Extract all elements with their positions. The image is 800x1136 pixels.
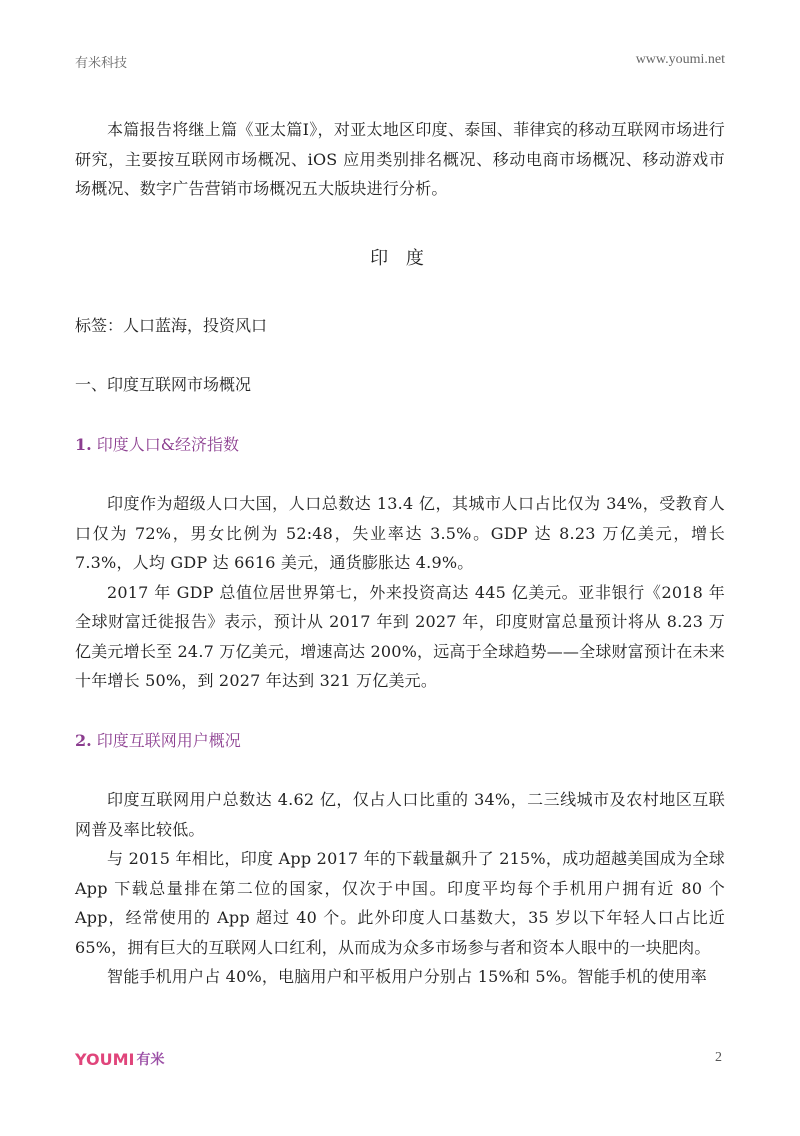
page-title: 印 度: [370, 247, 430, 269]
logo-text-cn: 有米: [136, 1052, 165, 1068]
header-company: 有米科技: [75, 56, 128, 71]
intro-paragraph: 本篇报告将继上篇《亚太篇Ⅰ》，对亚太地区印度、泰国、菲律宾的移动互联网市场进行研究，主要按互联网市场概况、iOS 应用类别排名概况、移动电商市场概况、移动游戏市场概况、数字广告营销市场概况五大版块进行分析。: [75, 120, 725, 198]
youmi-logo: [75, 1049, 165, 1069]
document-body: [75, 115, 725, 992]
section-heading-1: 一、印度互联网市场概况: [75, 375, 252, 394]
logo-text-yo: YO: [75, 1049, 100, 1069]
subheading-1-number: 1.: [75, 434, 92, 454]
subheading-2-text: 印度互联网用户概况: [96, 730, 241, 750]
subheading-2: [75, 726, 725, 756]
logo-text-u: U: [99, 1049, 113, 1069]
tags-line: 标签：人口蓝海，投资风口: [75, 315, 268, 335]
header-website[interactable]: www.youmi.net: [635, 52, 725, 67]
subheading-1-text: 印度人口&经济指数: [96, 434, 240, 454]
paragraph-population: 印度作为超级人口大国，人口总数达 13.4 亿，其城市人口占比仅为 34%，受教育人口仅为 72%，男女比例为 52:48，失业率达 3.5%。GDP 达 8.23 万亿美元，增长 7.3%，人均 GDP 达 6616 美元，通货膨胀达 4.9%。: [75, 494, 725, 572]
subheading-1: [75, 430, 725, 460]
paragraph-app-downloads: 与 2015 年相比，印度 App 2017 年的下载量飙升了 215%，成功超越美国成为全球 App 下载总量排在第二位的国家，仅次于中国。印度平均每个手机用户拥有近 80 个 App，经常使用的 App 超过 40 个。此外印度人口基数大，35 岁以下年轻人口占比近 65%，拥有巨大的互联网人口红利，从而成为众多市场参与者和资本人眼中的一块肥肉。: [75, 849, 725, 957]
paragraph-gdp: 2017 年 GDP 总值位居世界第七，外来投资高达 445 亿美元。亚非银行《2018 年全球财富迁徙报告》表示，预计从 2017 年到 2027 年，印度财富总量预计将从 8.23 万亿美元增长至 24.7 万亿美元，增速高达 200%，远高于全球趋势——全球财富预计在未来十年增长 50%，到 2027 年达到 321 万亿美元。: [75, 582, 725, 690]
page-number: 2: [715, 1050, 722, 1065]
subheading-2-number: 2.: [75, 730, 92, 750]
paragraph-internet-users: 印度互联网用户总数达 4.62 亿，仅占人口比重的 34%，二三线城市及农村地区互联网普及率比较低。: [75, 790, 725, 839]
paragraph-devices: 智能手机用户占 40%，电脑用户和平板用户分别占 15%和 5%。智能手机的使用率: [107, 967, 707, 986]
logo-text-mi: MI: [112, 1049, 135, 1069]
